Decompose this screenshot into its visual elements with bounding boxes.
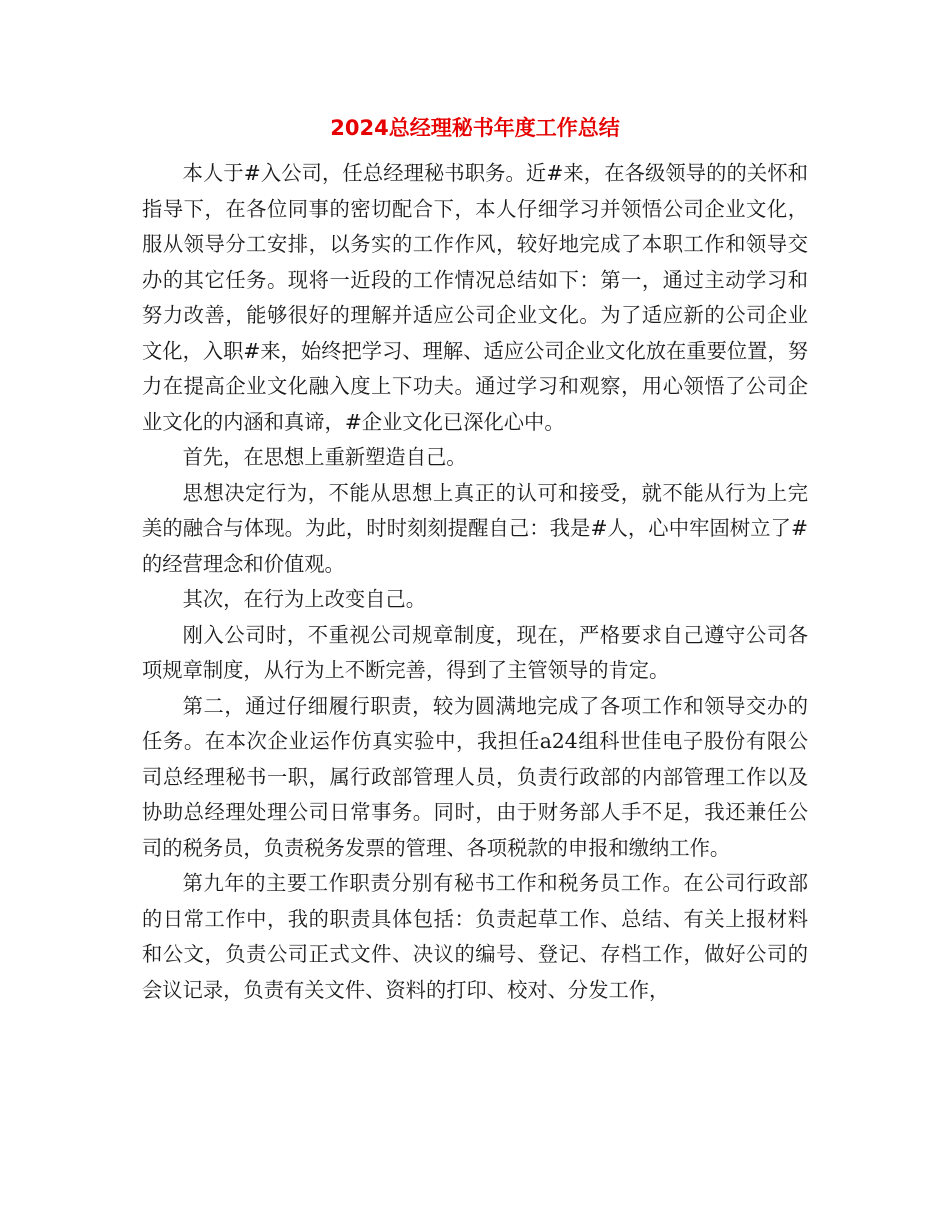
paragraph-second-point: 其次，在行为上改变自己。 xyxy=(182,587,426,611)
paragraph-thought: 思想决定行为，不能从思想上真正的认可和接受，就不能从行为上完美的融合与体现。为此，时时刻刻提醒自己：我是#人，心中牢固树立了#的经营理念和价值观。 xyxy=(142,480,808,576)
paragraph-behavior: 刚入公司时，不重视公司规章制度，现在，严格要求自己遵守公司各项规章制度，从行为上不断完善，得到了主管领导的肯定。 xyxy=(142,622,808,682)
paragraph-intro: 本人于#入公司，任总经理秘书职务。近#来，在各级领导的的关怀和指导下，在各位同事的密切配合下，本人仔细学习并领悟公司企业文化，服从领导分工安排，以务实的工作作风，较好地完成了本职工作和领导交办的其它任务。现将一近段的工作情况总结如下：第一，通过主动学习和努力改善，能够很好的理解并适应公司企业文化。为了适应新的公司企业文化，入职#来，始终把学习、理解、适应公司企业文化放在重要位置，努力在提高企业文化融入度上下功夫。通过学习和观察，用心领悟了公司企业文化的内涵和真谛，#企业文化已深化心中。 xyxy=(142,161,808,434)
document-title: 2024总经理秘书年度工作总结 xyxy=(330,116,620,140)
document-body xyxy=(142,156,808,1008)
paragraph-ninth-year: 第九年的主要工作职责分别有秘书工作和税务员工作。在公司行政部的日常工作中，我的职责具体包括：负责起草工作、总结、有关上报材料和公文，负责公司正式文件、决议的编号、登记、存档工作，做好公司的会议记录，负责有关文件、资料的打印、校对、分发工作， xyxy=(142,871,808,1002)
paragraph-duties: 第二，通过仔细履行职责，较为圆满地完成了各项工作和领导交办的任务。在本次企业运作仿真实验中，我担任a24组科世佳电子股份有限公司总经理秘书一职，属行政部管理人员，负责行政部的内部管理工作以及协助总经理处理公司日常事务。同时，由于财务部人手不足，我还兼任公司的税务员，负责税务发票的管理、各项税款的申报和缴纳工作。 xyxy=(142,693,808,860)
paragraph-first-point: 首先，在思想上重新塑造自己。 xyxy=(182,445,467,469)
